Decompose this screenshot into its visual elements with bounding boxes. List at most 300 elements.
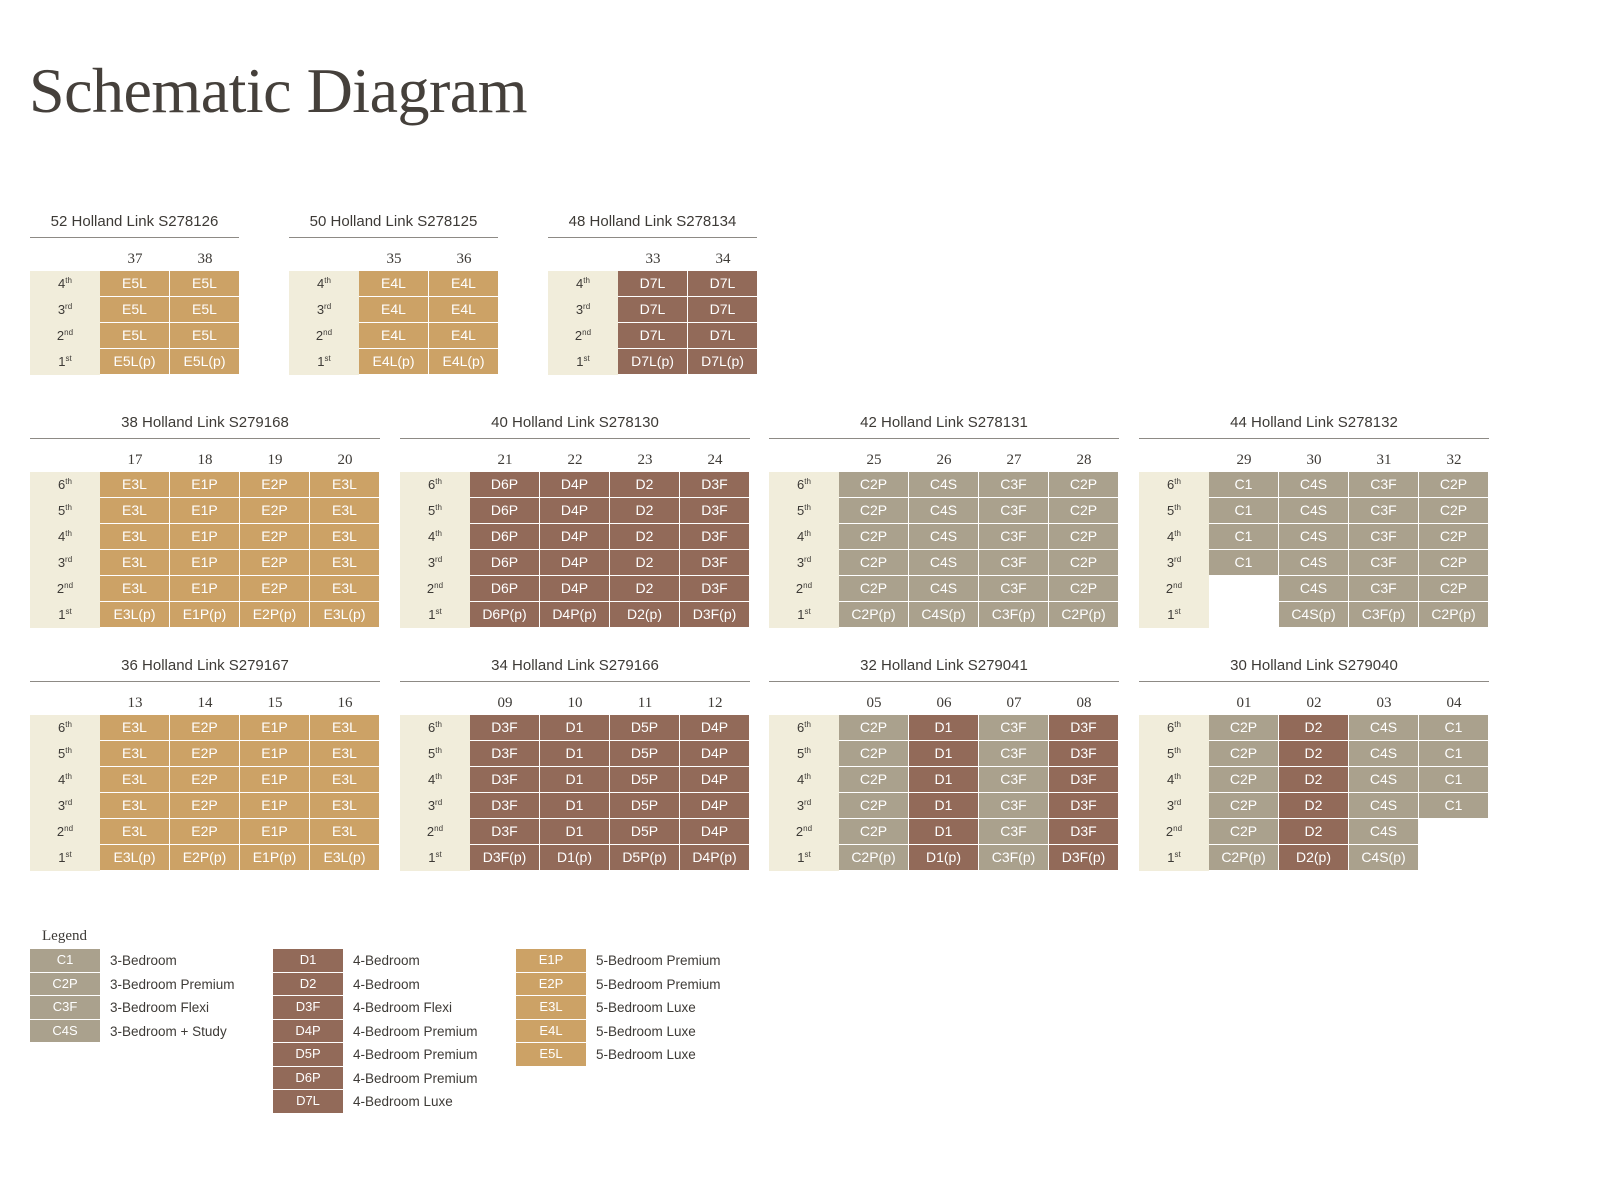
unit-type-cell: E5L bbox=[170, 271, 239, 296]
floor-number: 1 bbox=[576, 354, 584, 369]
floor-label bbox=[548, 323, 618, 349]
floor-row bbox=[1139, 845, 1489, 871]
legend-description: 3-Bedroom Premium bbox=[110, 976, 235, 992]
floor-number: 6 bbox=[797, 477, 805, 492]
unit-type-cell: D7L(p) bbox=[618, 349, 687, 374]
unit-type-cell: C3F bbox=[979, 715, 1048, 740]
unit-number: 28 bbox=[1076, 452, 1092, 468]
floor-label bbox=[769, 576, 839, 602]
unit-type-cell: E2P(p) bbox=[240, 602, 309, 627]
floor-row bbox=[769, 550, 1119, 576]
floor-label bbox=[1139, 741, 1209, 767]
floor-number: 6 bbox=[58, 477, 66, 492]
floor-label bbox=[30, 297, 100, 323]
floor-number: 2 bbox=[574, 328, 583, 343]
unit-type-cell: C2P bbox=[1049, 550, 1118, 575]
unit-type-cell: E4L bbox=[359, 271, 428, 296]
floor-suffix: st bbox=[324, 354, 331, 363]
unit-type-cell: E1P bbox=[240, 819, 309, 844]
floor-suffix: nd bbox=[1173, 581, 1183, 590]
floor-suffix: th bbox=[1174, 503, 1181, 512]
legend-swatch: D4P bbox=[273, 1020, 343, 1043]
unit-type-cell: C1 bbox=[1209, 524, 1278, 549]
unit-type-cell: E3L bbox=[100, 576, 169, 601]
floor-label bbox=[548, 349, 618, 375]
unit-type-cell: C3F bbox=[1349, 498, 1418, 523]
unit-type-cell: C4S bbox=[909, 550, 978, 575]
unit-type-cell: E2P bbox=[240, 472, 309, 497]
unit-type-cell: C2P bbox=[1049, 498, 1118, 523]
unit-type-cell: D1 bbox=[909, 715, 978, 740]
floor-suffix: th bbox=[1174, 477, 1181, 486]
floor-row bbox=[548, 271, 758, 297]
legend-swatch: C4S bbox=[30, 1020, 100, 1043]
unit-number: 30 bbox=[1306, 452, 1322, 468]
unit-type-cell: D3F bbox=[470, 819, 539, 844]
unit-number: 33 bbox=[645, 251, 661, 267]
unit-type-cell: C3F bbox=[1349, 472, 1418, 497]
unit-type-cell: E5L bbox=[170, 297, 239, 322]
unit-type-cell: E1P bbox=[170, 550, 239, 575]
unit-header-spacer bbox=[1139, 682, 1209, 715]
unit-type-cell: D4P bbox=[540, 576, 609, 601]
floor-suffix: rd bbox=[65, 555, 73, 564]
unit-type-cell: E3L bbox=[100, 819, 169, 844]
unit-number: 35 bbox=[386, 251, 402, 267]
floor-number: 4 bbox=[576, 276, 584, 291]
unit-type-cell: C2P(p) bbox=[1209, 845, 1278, 870]
floor-row bbox=[30, 602, 380, 628]
floor-suffix: st bbox=[804, 850, 811, 859]
floor-row bbox=[1139, 793, 1489, 819]
unit-header-row bbox=[289, 238, 499, 271]
unit-type-cell: E3L bbox=[100, 498, 169, 523]
unit-type-cell: D6P bbox=[470, 576, 539, 601]
legend-description: 5-Bedroom Premium bbox=[596, 953, 721, 969]
unit-type-cell: E1P bbox=[240, 793, 309, 818]
floor-suffix: rd bbox=[65, 798, 73, 807]
unit-header-row bbox=[400, 439, 750, 472]
floor-label bbox=[400, 576, 470, 602]
block-table bbox=[1139, 651, 1489, 871]
unit-type-cell: D4P bbox=[680, 793, 749, 818]
unit-number: 22 bbox=[567, 452, 583, 468]
floor-row bbox=[769, 819, 1119, 845]
floor-number: 1 bbox=[1167, 607, 1175, 622]
unit-type-cell: C1 bbox=[1209, 498, 1278, 523]
unit-type-cell: D1(p) bbox=[540, 845, 609, 870]
legend-description: 5-Bedroom Luxe bbox=[596, 1047, 696, 1063]
floor-label bbox=[769, 472, 839, 498]
floor-number: 3 bbox=[1166, 555, 1175, 570]
floor-number: 3 bbox=[796, 555, 805, 570]
unit-type-cell: E1P bbox=[240, 715, 309, 740]
unit-type-cell: D2 bbox=[610, 472, 679, 497]
unit-type-cell: C2P bbox=[839, 819, 908, 844]
floor-number: 1 bbox=[797, 607, 805, 622]
floor-row bbox=[1139, 524, 1489, 550]
legend-description: 4-Bedroom Premium bbox=[353, 1070, 478, 1086]
unit-header-spacer bbox=[30, 682, 100, 715]
floor-suffix: st bbox=[1174, 607, 1181, 616]
floor-number: 4 bbox=[58, 529, 66, 544]
floor-number: 2 bbox=[426, 824, 435, 839]
unit-type-cell: E4L bbox=[429, 323, 498, 348]
floor-suffix: th bbox=[65, 477, 72, 486]
unit-number: 16 bbox=[337, 695, 353, 711]
unit-type-cell: C4S bbox=[1349, 793, 1418, 818]
floor-row bbox=[400, 741, 750, 767]
legend-item bbox=[516, 973, 721, 997]
unit-type-cell: D6P bbox=[470, 472, 539, 497]
unit-type-cell: D5P bbox=[610, 819, 679, 844]
unit-type-cell: E4L bbox=[359, 297, 428, 322]
unit-type-cell: C2P bbox=[839, 550, 908, 575]
floor-label bbox=[1139, 715, 1209, 741]
legend-description: 4-Bedroom bbox=[353, 953, 420, 969]
unit-type-cell: D3F bbox=[470, 767, 539, 792]
unit-type-cell: C1 bbox=[1419, 715, 1488, 740]
floor-suffix: th bbox=[804, 477, 811, 486]
block-address: 36 Holland Link S279167 bbox=[30, 651, 380, 682]
floor-suffix: th bbox=[65, 746, 72, 755]
floor-label bbox=[400, 550, 470, 576]
floor-row bbox=[1139, 602, 1489, 628]
unit-header-row bbox=[30, 682, 380, 715]
unit-type-cell: D5P bbox=[610, 793, 679, 818]
floor-label bbox=[30, 767, 100, 793]
floor-row bbox=[1139, 741, 1489, 767]
floor-row bbox=[548, 297, 758, 323]
floor-row bbox=[30, 767, 380, 793]
floor-row bbox=[289, 271, 499, 297]
unit-number: 04 bbox=[1446, 695, 1462, 711]
unit-number: 19 bbox=[267, 452, 283, 468]
unit-type-cell: C2P bbox=[839, 576, 908, 601]
legend-swatch: E5L bbox=[516, 1043, 586, 1066]
floor-row bbox=[1139, 472, 1489, 498]
block-address: 42 Holland Link S278131 bbox=[769, 408, 1119, 439]
unit-type-cell: D3F bbox=[680, 576, 749, 601]
legend-item bbox=[30, 1020, 235, 1044]
legend-description: 4-Bedroom Luxe bbox=[353, 1094, 453, 1110]
floor-label bbox=[30, 576, 100, 602]
unit-type-cell: C3F bbox=[979, 498, 1048, 523]
floor-suffix: th bbox=[1174, 529, 1181, 538]
floor-number: 4 bbox=[1167, 529, 1175, 544]
floor-row bbox=[1139, 576, 1489, 602]
floor-row bbox=[1139, 715, 1489, 741]
unit-type-cell: C4S bbox=[1349, 715, 1418, 740]
floor-number: 4 bbox=[428, 772, 436, 787]
floor-row bbox=[1139, 550, 1489, 576]
floor-row bbox=[30, 576, 380, 602]
floor-number: 2 bbox=[56, 328, 65, 343]
unit-type-cell: D1(p) bbox=[909, 845, 978, 870]
unit-header-row bbox=[1139, 439, 1489, 472]
unit-type-cell: D6P bbox=[470, 524, 539, 549]
floor-row bbox=[30, 271, 240, 297]
floor-suffix: rd bbox=[583, 302, 591, 311]
legend-item bbox=[516, 996, 721, 1020]
floor-suffix: nd bbox=[64, 328, 74, 337]
empty-cell bbox=[1209, 602, 1278, 627]
unit-type-cell: C4S bbox=[1279, 576, 1348, 601]
unit-type-cell: E3L bbox=[100, 767, 169, 792]
unit-number: 37 bbox=[127, 251, 143, 267]
unit-type-cell: C2P bbox=[1209, 741, 1278, 766]
floor-number: 4 bbox=[428, 529, 436, 544]
unit-number: 25 bbox=[866, 452, 882, 468]
floor-label bbox=[1139, 767, 1209, 793]
floor-number: 4 bbox=[58, 772, 66, 787]
legend-item bbox=[273, 1043, 478, 1067]
unit-type-cell: E3L bbox=[310, 741, 379, 766]
unit-type-cell: D1 bbox=[540, 819, 609, 844]
floor-suffix: nd bbox=[582, 328, 592, 337]
unit-type-cell: C2P bbox=[839, 472, 908, 497]
unit-type-cell: C4S(p) bbox=[1279, 602, 1348, 627]
unit-type-cell: C2P(p) bbox=[1419, 602, 1488, 627]
floor-row bbox=[1139, 498, 1489, 524]
floor-label bbox=[400, 845, 470, 871]
legend-swatch: D5P bbox=[273, 1043, 343, 1066]
floor-number: 1 bbox=[428, 850, 436, 865]
block-table bbox=[548, 207, 758, 375]
floor-number: 5 bbox=[1167, 746, 1175, 761]
page-title: Schematic Diagram bbox=[29, 55, 527, 126]
unit-type-cell: D3F(p) bbox=[470, 845, 539, 870]
unit-type-cell: D6P bbox=[470, 550, 539, 575]
unit-type-cell: E2P bbox=[170, 767, 239, 792]
unit-type-cell: E2P bbox=[170, 715, 239, 740]
unit-type-cell: C4S bbox=[1279, 524, 1348, 549]
unit-type-cell: C2P bbox=[839, 715, 908, 740]
floor-label bbox=[769, 550, 839, 576]
floor-suffix: st bbox=[583, 354, 590, 363]
floor-number: 3 bbox=[57, 555, 66, 570]
unit-type-cell: C4S bbox=[909, 524, 978, 549]
unit-type-cell: E3L bbox=[310, 550, 379, 575]
floor-suffix: rd bbox=[435, 798, 443, 807]
floor-label bbox=[400, 819, 470, 845]
unit-type-cell: C2P bbox=[839, 741, 908, 766]
floor-suffix: th bbox=[804, 720, 811, 729]
floor-suffix: nd bbox=[434, 581, 444, 590]
unit-type-cell: D4P bbox=[540, 524, 609, 549]
unit-type-cell: E5L bbox=[100, 297, 169, 322]
legend-description: 5-Bedroom Luxe bbox=[596, 1000, 696, 1016]
unit-type-cell: D3F bbox=[680, 550, 749, 575]
floor-row bbox=[400, 472, 750, 498]
unit-type-cell: D3F bbox=[1049, 819, 1118, 844]
floor-number: 6 bbox=[58, 720, 66, 735]
floor-row bbox=[769, 767, 1119, 793]
unit-type-cell: D5P bbox=[610, 741, 679, 766]
unit-type-cell: D6P(p) bbox=[470, 602, 539, 627]
floor-row bbox=[769, 576, 1119, 602]
unit-type-cell: D1 bbox=[909, 741, 978, 766]
unit-type-cell: E1P bbox=[170, 524, 239, 549]
legend-column bbox=[516, 949, 721, 1067]
unit-type-cell: D1 bbox=[540, 767, 609, 792]
floor-label bbox=[1139, 793, 1209, 819]
floor-number: 5 bbox=[428, 503, 436, 518]
floor-row bbox=[30, 323, 240, 349]
empty-cell bbox=[1209, 576, 1278, 601]
unit-type-cell: D3F(p) bbox=[680, 602, 749, 627]
unit-type-cell: D7L bbox=[688, 297, 757, 322]
floor-label bbox=[289, 271, 359, 297]
floor-label bbox=[400, 793, 470, 819]
empty-cell bbox=[1419, 845, 1488, 870]
unit-type-cell: C4S bbox=[909, 576, 978, 601]
floor-row bbox=[30, 297, 240, 323]
legend-description: 4-Bedroom Flexi bbox=[353, 1000, 453, 1016]
unit-type-cell: D3F bbox=[470, 715, 539, 740]
unit-type-cell: E4L bbox=[429, 271, 498, 296]
floor-row bbox=[30, 845, 380, 871]
unit-type-cell: C3F bbox=[1349, 550, 1418, 575]
floor-suffix: st bbox=[435, 607, 442, 616]
legend-swatch: D6P bbox=[273, 1067, 343, 1090]
legend-description: 3-Bedroom bbox=[110, 953, 177, 969]
unit-type-cell: E3L bbox=[310, 472, 379, 497]
unit-type-cell: E4L(p) bbox=[429, 349, 498, 374]
floor-label bbox=[1139, 524, 1209, 550]
unit-header-row bbox=[30, 238, 240, 271]
unit-type-cell: D4P bbox=[680, 767, 749, 792]
block-address: 34 Holland Link S279166 bbox=[400, 651, 750, 682]
unit-type-cell: C2P bbox=[1209, 715, 1278, 740]
floor-label bbox=[548, 271, 618, 297]
floor-label bbox=[30, 602, 100, 628]
floor-suffix: st bbox=[65, 354, 72, 363]
unit-type-cell: C2P bbox=[839, 524, 908, 549]
unit-type-cell: E3L bbox=[310, 524, 379, 549]
unit-type-cell: C2P bbox=[1049, 524, 1118, 549]
floor-suffix: th bbox=[324, 276, 331, 285]
unit-type-cell: E3L bbox=[310, 498, 379, 523]
legend-swatch: E1P bbox=[516, 949, 586, 972]
unit-type-cell: D4P bbox=[540, 498, 609, 523]
unit-type-cell: E5L bbox=[170, 323, 239, 348]
floor-label bbox=[769, 845, 839, 871]
unit-type-cell: C4S(p) bbox=[1349, 845, 1418, 870]
floor-label bbox=[548, 297, 618, 323]
unit-type-cell: D2(p) bbox=[1279, 845, 1348, 870]
floor-row bbox=[769, 741, 1119, 767]
unit-number: 08 bbox=[1076, 695, 1092, 711]
unit-type-cell: D2 bbox=[610, 550, 679, 575]
floor-suffix: th bbox=[435, 503, 442, 512]
unit-header-spacer bbox=[769, 439, 839, 472]
floor-number: 2 bbox=[795, 824, 804, 839]
legend-swatch: C3F bbox=[30, 996, 100, 1019]
floor-label bbox=[769, 715, 839, 741]
unit-type-cell: D3F bbox=[470, 793, 539, 818]
legend-item bbox=[273, 1067, 478, 1091]
legend-item bbox=[516, 1043, 721, 1067]
floor-number: 2 bbox=[1165, 581, 1174, 596]
unit-type-cell: C2P bbox=[1419, 550, 1488, 575]
floor-row bbox=[769, 472, 1119, 498]
unit-type-cell: E3L bbox=[100, 741, 169, 766]
legend-item bbox=[273, 1090, 478, 1114]
unit-type-cell: C1 bbox=[1419, 793, 1488, 818]
unit-type-cell: E1P bbox=[170, 472, 239, 497]
floor-label bbox=[30, 793, 100, 819]
unit-type-cell: C1 bbox=[1209, 550, 1278, 575]
legend-description: 3-Bedroom Flexi bbox=[110, 1000, 210, 1016]
floor-row bbox=[769, 498, 1119, 524]
floor-row bbox=[30, 819, 380, 845]
unit-type-cell: C3F bbox=[979, 524, 1048, 549]
unit-type-cell: E3L(p) bbox=[310, 602, 379, 627]
unit-header-row bbox=[400, 682, 750, 715]
legend-column bbox=[30, 949, 235, 1043]
block-address: 50 Holland Link S278125 bbox=[289, 207, 498, 238]
block-address: 30 Holland Link S279040 bbox=[1139, 651, 1489, 682]
floor-number: 2 bbox=[1165, 824, 1174, 839]
floor-label bbox=[400, 498, 470, 524]
floor-row bbox=[400, 602, 750, 628]
unit-type-cell: D7L bbox=[618, 297, 687, 322]
unit-number: 03 bbox=[1376, 695, 1392, 711]
floor-suffix: rd bbox=[1174, 798, 1182, 807]
floor-number: 1 bbox=[58, 607, 66, 622]
empty-cell bbox=[1419, 819, 1488, 844]
floor-label bbox=[1139, 819, 1209, 845]
floor-suffix: th bbox=[804, 503, 811, 512]
legend-item bbox=[516, 949, 721, 973]
unit-number: 36 bbox=[456, 251, 472, 267]
unit-type-cell: E1P bbox=[170, 576, 239, 601]
unit-type-cell: D2 bbox=[1279, 741, 1348, 766]
unit-number: 14 bbox=[197, 695, 213, 711]
unit-number: 29 bbox=[1236, 452, 1252, 468]
floor-label bbox=[400, 602, 470, 628]
floor-label bbox=[289, 323, 359, 349]
floor-suffix: th bbox=[435, 772, 442, 781]
unit-number: 23 bbox=[637, 452, 653, 468]
floor-suffix: st bbox=[804, 607, 811, 616]
unit-type-cell: C3F bbox=[979, 767, 1048, 792]
floor-suffix: th bbox=[435, 720, 442, 729]
unit-type-cell: E3L bbox=[100, 793, 169, 818]
unit-type-cell: C3F(p) bbox=[979, 602, 1048, 627]
floor-label bbox=[400, 524, 470, 550]
unit-header-spacer bbox=[400, 439, 470, 472]
floor-row bbox=[400, 576, 750, 602]
floor-label bbox=[769, 793, 839, 819]
floor-number: 1 bbox=[58, 850, 66, 865]
floor-row bbox=[30, 472, 380, 498]
unit-type-cell: C3F bbox=[1349, 524, 1418, 549]
floor-suffix: rd bbox=[804, 798, 812, 807]
unit-type-cell: D1 bbox=[540, 715, 609, 740]
unit-type-cell: D1 bbox=[909, 767, 978, 792]
floor-row bbox=[400, 498, 750, 524]
floor-number: 5 bbox=[58, 503, 66, 518]
unit-type-cell: E5L bbox=[100, 271, 169, 296]
unit-type-cell: E3L bbox=[310, 576, 379, 601]
legend-item bbox=[30, 949, 235, 973]
unit-type-cell: E1P bbox=[240, 767, 309, 792]
unit-type-cell: E3L bbox=[310, 767, 379, 792]
unit-type-cell: D2 bbox=[610, 576, 679, 601]
legend-swatch: C2P bbox=[30, 973, 100, 996]
